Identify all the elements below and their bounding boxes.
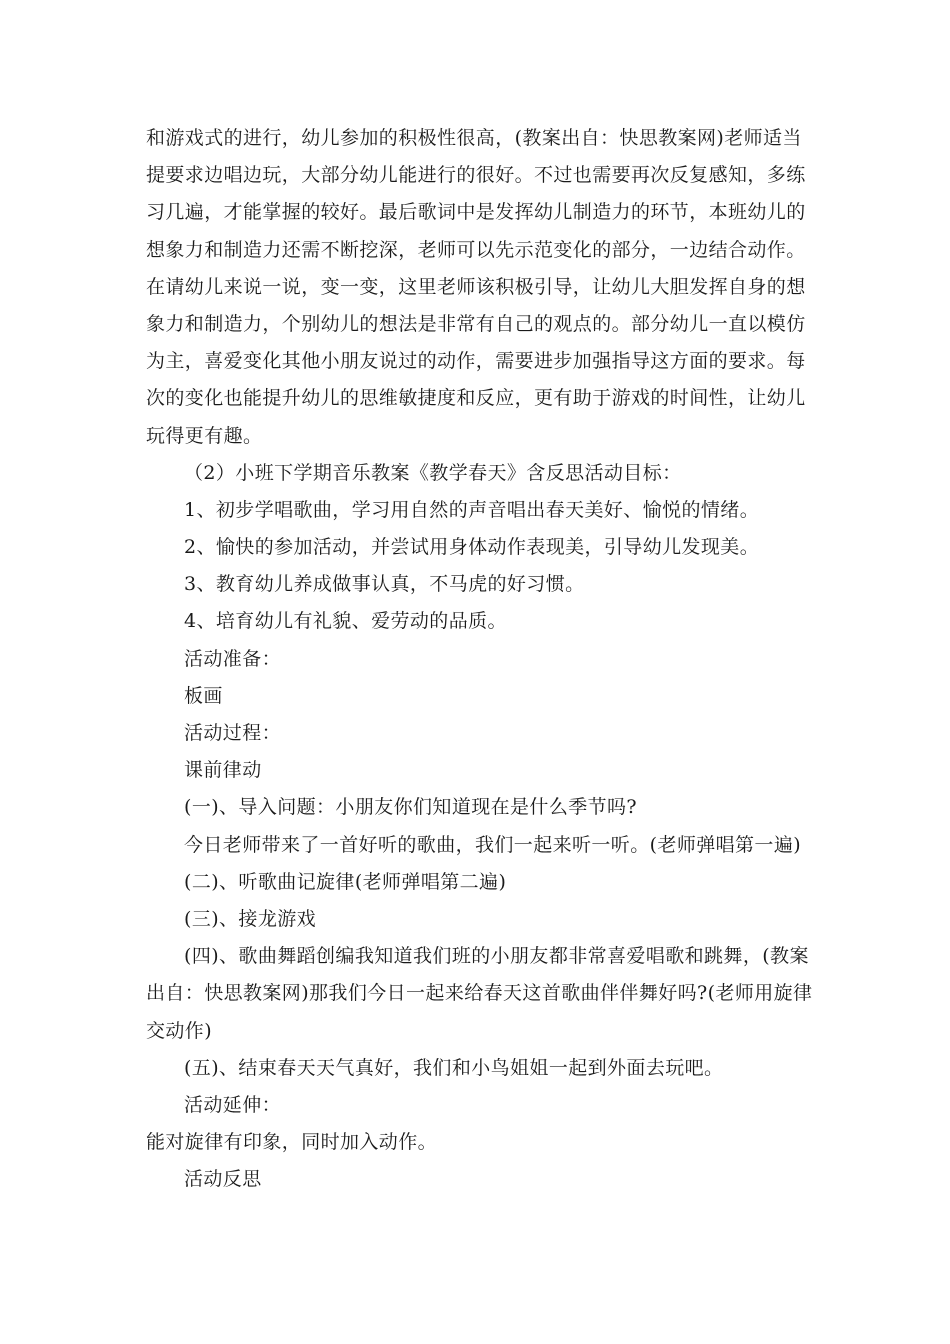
process-step: (二)、听歌曲记旋律(老师弹唱第二遍) [184,870,507,893]
process-step-four [146,938,813,1050]
reflection-label: 活动反思 [184,1168,262,1191]
process-label: 活动过程： [184,722,282,744]
prep-label: 活动准备： [184,647,282,670]
process-step-line: 交动作) [146,1019,213,1042]
document-body [146,120,813,1198]
paragraph-line: 为主，喜爱变化其他小朋友说过的动作，需要进步加强指导这方面的要求。每 [146,350,806,373]
process-step-line: (四)、歌曲舞蹈创编我知道我们班的小朋友都非常喜爱唱歌和跳舞，(教案 [184,945,809,968]
process-warmup: 课前律动 [184,759,262,782]
section-heading: （2）小班下学期音乐教案《教学春天》含反思活动目标： [184,461,682,484]
goal-item: 1、初步学唱歌曲，学习用自然的声音唱出春天美好、愉悦的情绪。 [184,498,760,521]
paragraph-line: 在请幼儿来说一说，变一变，这里老师该积极引导，让幼儿大胆发挥自身的想 [146,275,806,298]
extension-label: 活动延伸： [184,1093,282,1116]
extension-item: 能对旋律有印象，同时加入动作。 [146,1131,438,1154]
goal-item: 2、愉快的参加活动，并尝试用身体动作表现美，引导幼儿发现美。 [184,536,760,559]
goal-item: 4、培育幼儿有礼貌、爱劳动的品质。 [184,610,507,633]
prep-item: 板画 [184,684,223,707]
reflection-paragraph [146,120,806,455]
process-step: (五)、结束春天天气真好，我们和小鸟姐姐一起到外面去玩吧。 [184,1056,724,1079]
process-step-detail: 今日老师带来了一首好听的歌曲，我们一起来听一听。(老师弹唱第一遍) [184,833,802,856]
paragraph-line: 习几遍，才能掌握的较好。最后歌词中是发挥幼儿制造力的环节，本班幼儿的 [146,201,806,224]
process-step: (三)、接龙游戏 [184,907,317,930]
paragraph-line: 象力和制造力，个别幼儿的想法是非常有自己的观点的。部分幼儿一直以模仿 [146,312,806,335]
paragraph-line: 次的变化也能提升幼儿的思维敏捷度和反应，更有助于游戏的时间性，让幼儿 [146,387,806,410]
paragraph-line: 玩得更有趣。 [146,424,263,447]
process-step: (一)、导入问题：小朋友你们知道现在是什么季节吗? [184,796,638,819]
goal-item: 3、教育幼儿养成做事认真，不马虎的好习惯。 [184,573,585,596]
paragraph-line: 想象力和制造力还需不断挖深，老师可以先示范变化的部分，一边结合动作。 [146,238,806,261]
paragraph-line: 和游戏式的进行，幼儿参加的积极性很高，(教案出自：快思教案网)老师适当 [146,127,802,149]
paragraph-line: 提要求边唱边玩，大部分幼儿能进行的很好。不过也需要再次反复感知，多练 [146,164,806,187]
process-step-line: 出自：快思教案网)那我们今日一起来给春天这首歌曲伴伴舞好吗?(老师用旋律 [146,982,813,1005]
